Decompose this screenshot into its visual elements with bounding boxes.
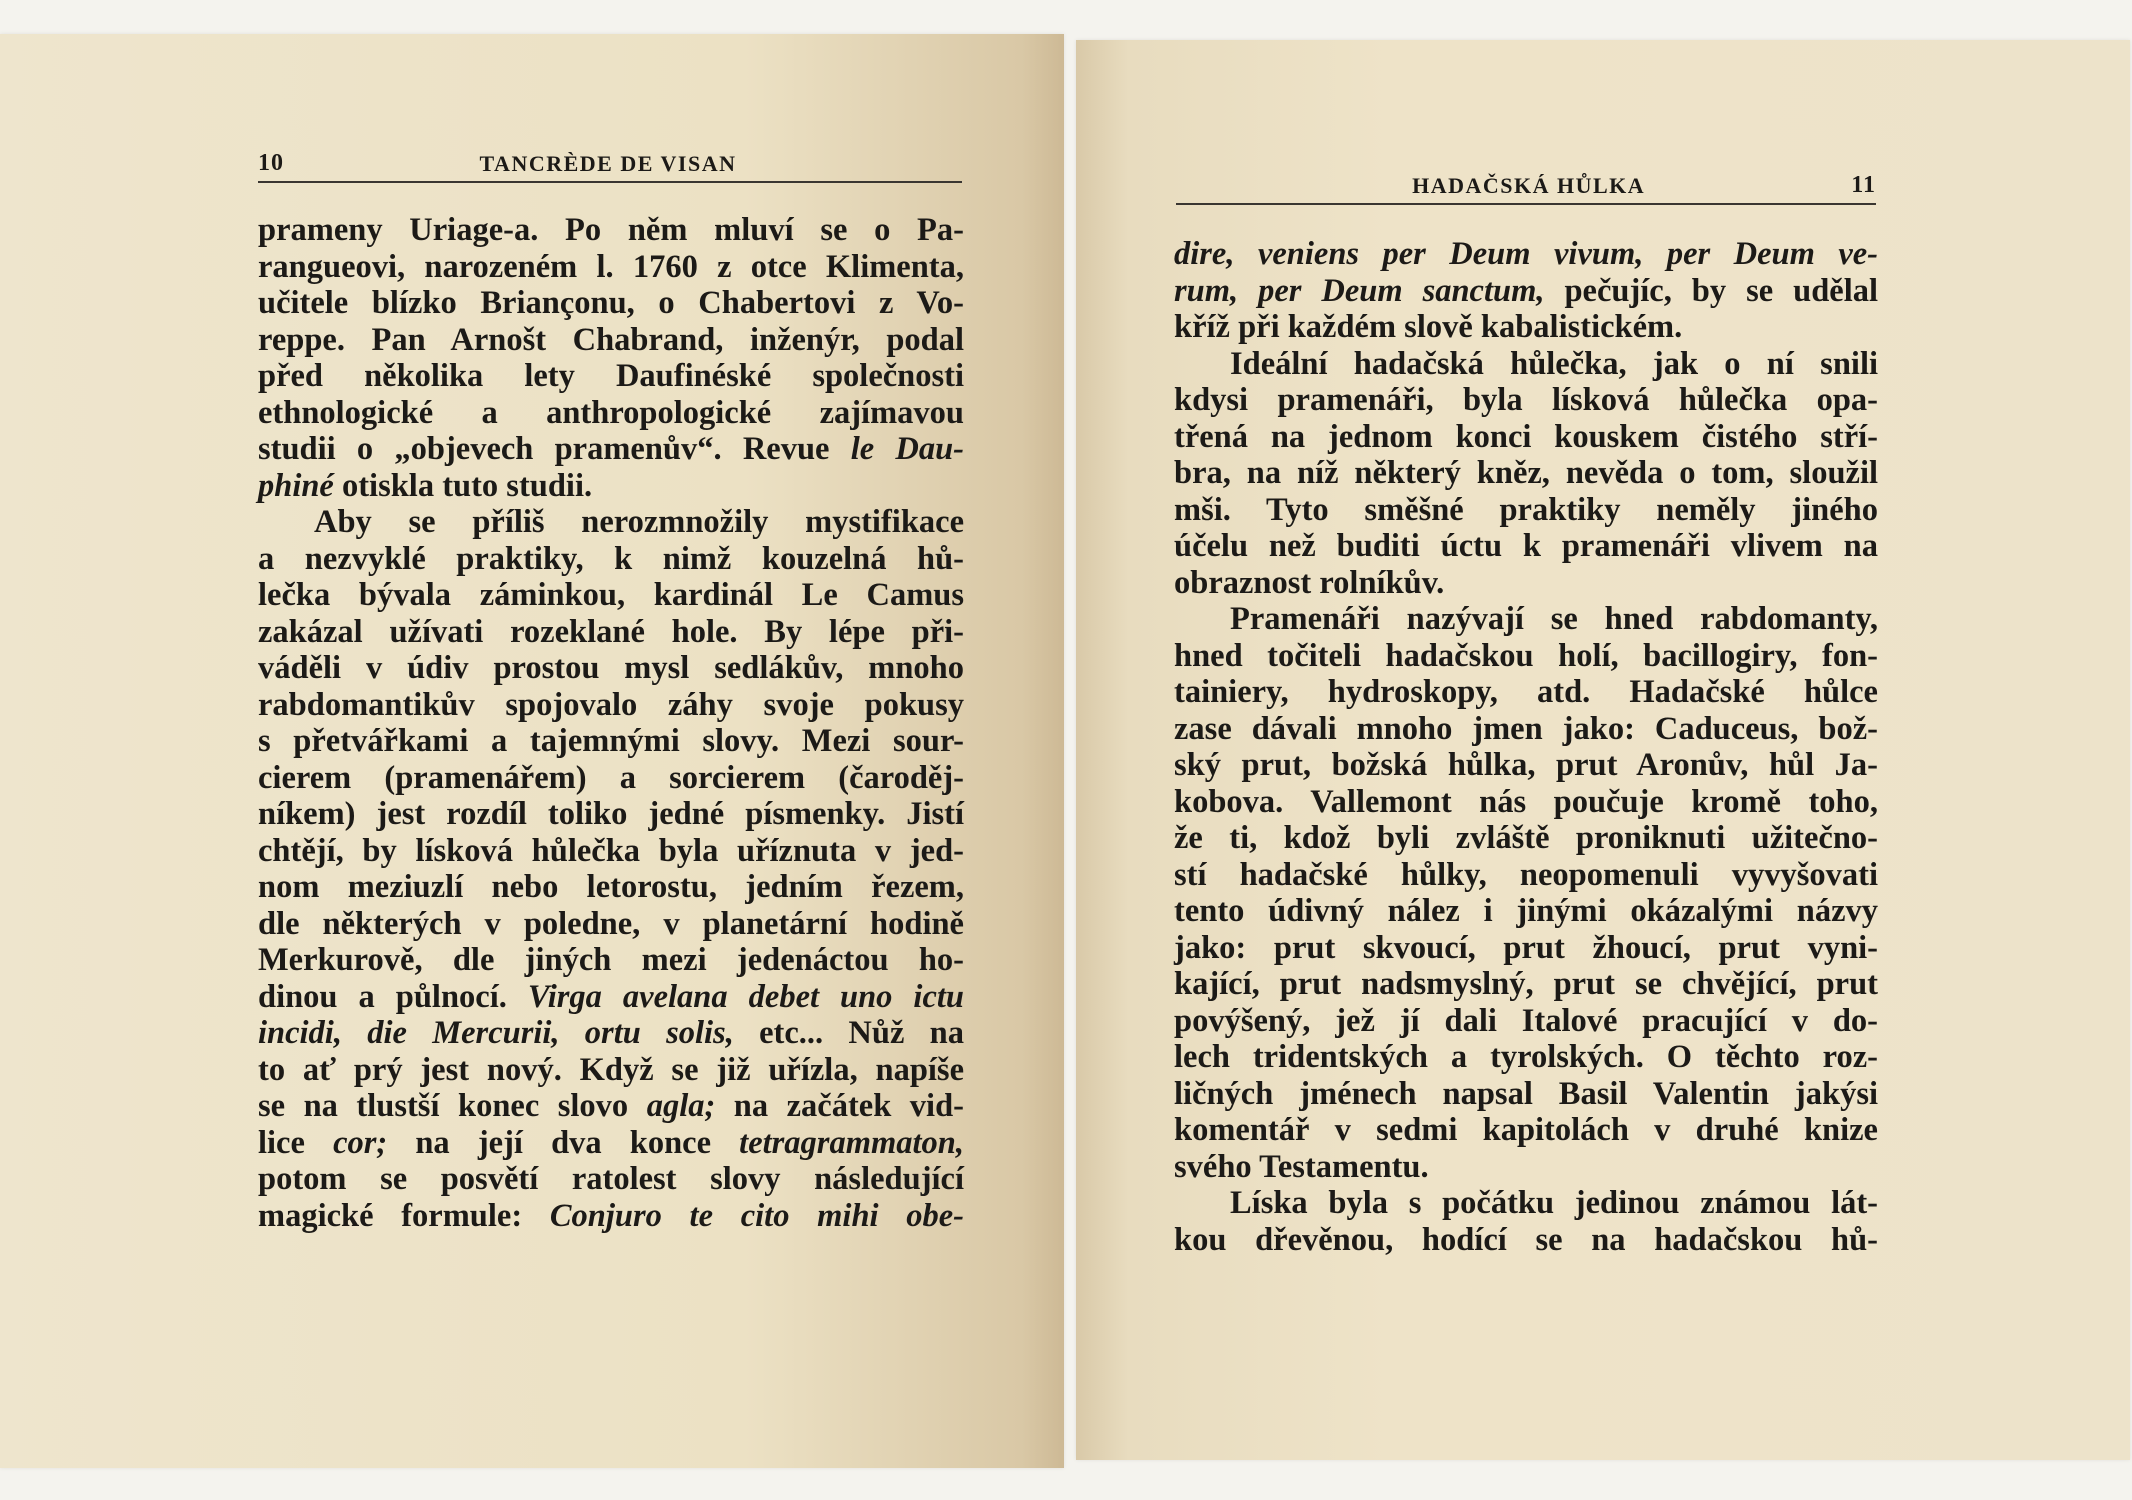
text-line: lice cor; na její dva konce tetragrammaton, <box>258 1124 964 1161</box>
text-line: učitele blízko Briançonu, o Chabertovi z Vo- <box>258 285 964 321</box>
page-number: 11 <box>1851 172 1876 198</box>
running-title: TANCRÈDE DE VISAN <box>479 151 737 176</box>
text-line: phiné otiskla tuto studii. <box>258 467 593 504</box>
text-line: dle některých v poledne, v planetární hodině <box>258 905 964 942</box>
left-page <box>0 34 1064 1468</box>
text-line: a nezvyklé praktiky, k nimž kouzelná hů- <box>258 540 964 577</box>
text-line: třená na jednom konci kouskem čistého stří- <box>1174 418 1878 455</box>
text-line: s přetvářkami a tajemnými slovy. Mezi sour- <box>258 723 964 759</box>
text-line: komentář v sedmi kapitolách v druhé knize <box>1174 1112 1878 1148</box>
text-line: před několika lety Daufinéské společnosti <box>258 358 964 394</box>
text-line: účelu než buditi úctu k pramenáři vlivem na <box>1174 528 1878 564</box>
text-line: rangueovi, narozeném l. 1760 z otce Klimenta, <box>258 248 964 285</box>
text-line: zase dávali mnoho jmen jako: Caduceus, bož- <box>1174 710 1878 747</box>
text-line: tento údivný nález i jinými okázalými názvy <box>1174 893 1878 929</box>
page-number: 10 <box>258 150 284 176</box>
text-line: že ti, kdož byli zvláště proniknuti užitečno- <box>1174 820 1878 856</box>
text-line: svého Testamentu. <box>1174 1148 1429 1185</box>
text-line: rum, per Deum sanctum, pečujíc, by se udělal <box>1174 272 1878 309</box>
text-line: hned točiteli hadačskou holí, bacillogiry, fon- <box>1174 637 1878 674</box>
running-head <box>1176 172 1876 205</box>
text-line: dinou a půlnocí. Virga avelana debet uno ictu <box>258 978 964 1015</box>
text-line: lečka bývala záminkou, kardinál Le Camus <box>258 577 964 613</box>
text-line: potom se posvětí ratolest slovy následující <box>258 1161 964 1197</box>
text-line: Ideální hadačská hůlečka, jak o ní snili <box>1230 345 1878 382</box>
text-line: mši. Tyto směšné praktiky neměly jiného <box>1174 491 1878 528</box>
running-title: HADAČSKÁ HŮLKA <box>1412 173 1646 198</box>
text-line: obraznost rolníkův. <box>1174 564 1445 601</box>
text-line: tainiery, hydroskopy, atd. Hadačské hůlce <box>1174 674 1878 710</box>
text-line: dire, veniens per Deum vivum, per Deum ve- <box>1174 236 1878 272</box>
right-page <box>1076 40 2130 1460</box>
text-line: se na tlustší konec slovo agla; na začátek vid- <box>258 1088 964 1124</box>
text-line: Merkurově, dle jiných mezi jedenáctou ho- <box>258 942 964 978</box>
text-line: rabdomantikův spojovalo záhy svoje pokusy <box>258 686 964 723</box>
body-text <box>258 212 964 1234</box>
text-line: bra, na níž některý kněz, nevěda o tom, sloužil <box>1174 455 1878 491</box>
text-line: studii o „objevech pramenův“. Revue le Dau- <box>258 431 964 467</box>
text-line: lech tridentských a tyrolských. O těchto roz- <box>1174 1039 1878 1075</box>
text-line: stí hadačské hůlky, neopomenuli vyvyšovati <box>1174 856 1878 893</box>
text-line: Aby se příliš nerozmnožily mystifikace <box>314 504 964 540</box>
text-line: ličných jménech napsal Basil Valentin jakýsi <box>1174 1075 1878 1112</box>
text-line: prameny Uriage-a. Po něm mluví se o Pa- <box>258 212 964 248</box>
text-line: kající, prut nadsmyslný, prut se chvějící, prut <box>1174 966 1878 1002</box>
text-line: Líska byla s počátku jedinou známou lát- <box>1230 1185 1878 1221</box>
text-line: níkem) jest rozdíl toliko jedné písmenky. Jistí <box>258 796 964 832</box>
text-line: nom meziuzlí nebo letorostu, jedním řezem, <box>258 869 964 905</box>
text-line: kou dřevěnou, hodící se na hadačskou hů- <box>1174 1221 1878 1258</box>
text-line: incidi, die Mercurii, ortu solis, etc... Nůž na <box>258 1015 965 1051</box>
text-line: povýšený, jež jí dali Italové pracující v do- <box>1174 1002 1878 1039</box>
text-line: to ať prý jest nový. Když se již uřízla, napíše <box>258 1051 964 1088</box>
text-line: jako: prut skvoucí, prut žhoucí, prut vyni- <box>1174 929 1878 966</box>
text-line: cierem (pramenářem) a sorcierem (čaroděj- <box>258 759 964 796</box>
body-text <box>1174 236 1878 1258</box>
text-line: Pramenáři nazývají se hned rabdomanty, <box>1230 601 1878 637</box>
text-line: chtějí, by lísková hůlečka byla uříznuta v jed- <box>258 832 964 869</box>
text-line: kříž při každém slově kabalistickém. <box>1174 309 1683 345</box>
text-line: váděli v údiv prostou mysl sedlákův, mnoho <box>258 650 964 686</box>
text-line: reppe. Pan Arnošt Chabrand, inženýr, podal <box>258 321 964 358</box>
text-line: kobova. Vallemont nás poučuje kromě toho, <box>1174 783 1878 820</box>
text-line: ský prut, božská hůlka, prut Aronův, hůl Ja- <box>1174 747 1878 783</box>
text-line: ethnologické a anthropologické zajímavou <box>258 394 964 431</box>
running-head <box>258 150 962 183</box>
text-line: zakázal užívati rozeklané hole. By lépe při- <box>258 613 964 650</box>
text-line: magické formule: Conjuro te cito mihi obe- <box>258 1197 965 1234</box>
text-line: kdysi pramenáři, byla lísková hůlečka opa- <box>1174 382 1878 418</box>
